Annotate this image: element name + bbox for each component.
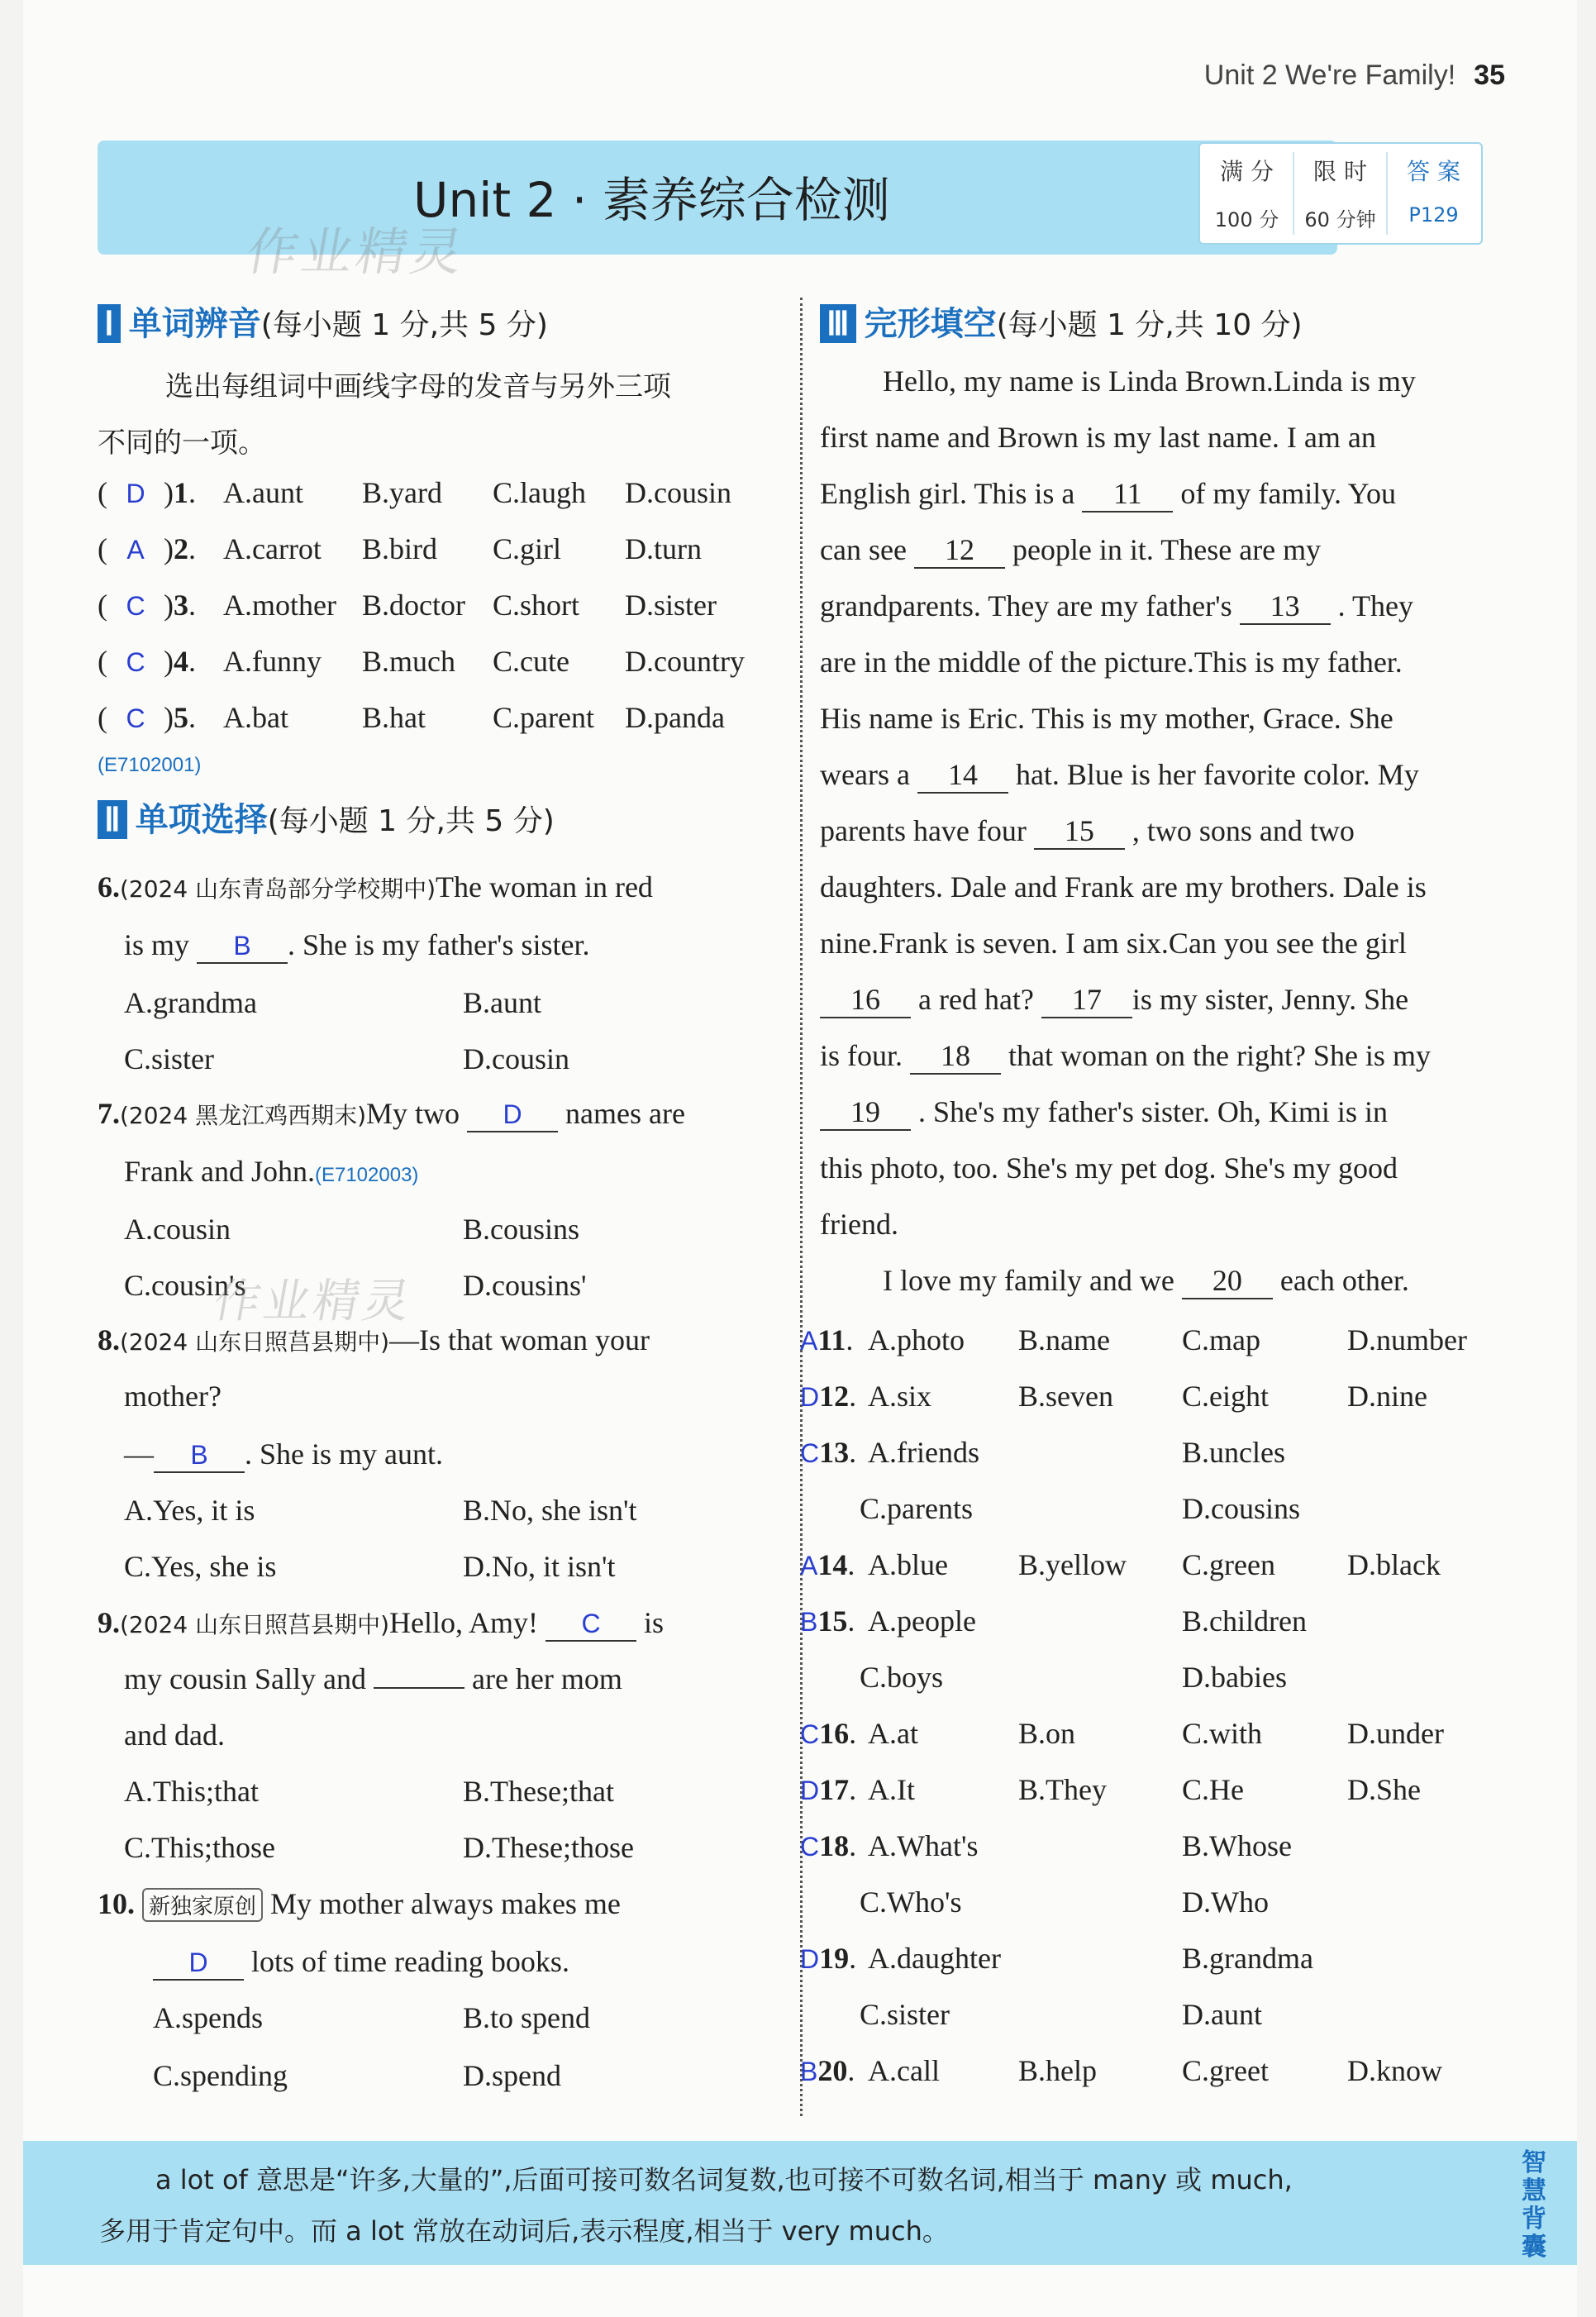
passage-line	[820, 701, 1394, 736]
passage-line	[883, 364, 1416, 398]
question-text: My mother always makes me	[270, 1887, 621, 1920]
cloze-blank[interactable]: 12	[914, 532, 1005, 569]
cloze-blank[interactable]: 16	[820, 982, 911, 1018]
question-text: —Is that woman your	[389, 1323, 650, 1356]
page-title: Unit 2 · 素养综合检测	[413, 172, 890, 228]
passage-text: friend.	[820, 1208, 898, 1241]
option-a: A.grandma	[124, 986, 257, 1019]
option-a: A.What's	[868, 1829, 979, 1862]
option-b: B.aunt	[463, 986, 541, 1019]
option-d: D.cousins	[1182, 1492, 1300, 1525]
answer-mark: C	[581, 1609, 601, 1638]
question-8	[98, 1323, 650, 1357]
question-number: 12	[819, 1380, 850, 1413]
option-c: C.with	[1182, 1717, 1263, 1750]
passage-line	[820, 1038, 1431, 1075]
answer-mark: D	[800, 1944, 820, 1974]
question-text: and dad.	[124, 1719, 225, 1752]
answer-mark: D	[800, 1776, 820, 1805]
question-number: 13	[819, 1436, 850, 1469]
option-b: B.grandma	[1182, 1942, 1313, 1975]
cloze-blank[interactable]: 17	[1041, 982, 1132, 1018]
answer-mark: C	[126, 703, 145, 733]
question-number: 1	[174, 476, 188, 509]
answer-mark: A	[126, 535, 145, 565]
option-a: A.people	[868, 1604, 976, 1638]
passage-text: a red hat?	[918, 983, 1034, 1016]
passage-text: each other.	[1279, 1264, 1409, 1297]
passage-line	[820, 476, 1396, 513]
word-item: ( C )3.	[98, 589, 196, 622]
tip-line-2: 多用于肯定句中。而 a lot 常放在动词后,表示程度,相当于 very much。	[99, 2215, 949, 2247]
passage-text: is four.	[820, 1039, 903, 1072]
option-d: D.know	[1347, 2054, 1442, 2087]
answer-mark: B	[800, 2057, 818, 2086]
page-number: 35	[1474, 60, 1505, 91]
option-c: C.Who's	[860, 1886, 962, 1919]
answer-mark: C	[126, 591, 145, 621]
passage-line	[820, 982, 1408, 1018]
question-6	[98, 870, 653, 904]
section-title: 完形填空	[864, 305, 997, 343]
answer-mark: C	[800, 1719, 820, 1749]
passage-line	[820, 870, 1427, 904]
option-c: C.green	[1182, 1548, 1275, 1581]
question-9	[98, 1605, 664, 1642]
question-text: names are	[565, 1097, 685, 1130]
question-number: 20	[817, 2054, 848, 2087]
option-c: C.boys	[860, 1661, 944, 1694]
instruction: 不同的一项。	[98, 427, 266, 460]
option-c: C.greet	[1182, 2054, 1269, 2087]
question-text: —	[124, 1437, 154, 1471]
info-value-answer: P129	[1408, 203, 1459, 226]
option-a: A.funny	[223, 645, 322, 678]
cloze-blank[interactable]: 18	[910, 1038, 1001, 1075]
watermark: 作业精灵	[241, 222, 471, 282]
passage-line	[820, 1207, 898, 1242]
cloze-blank[interactable]: 20	[1182, 1263, 1273, 1299]
question-number: 7.	[98, 1097, 120, 1130]
answer-mark: A	[800, 1551, 818, 1580]
option-c: C.cute	[493, 645, 569, 678]
option-d: D.sister	[625, 589, 717, 622]
passage-text: are in the middle of the picture.This is my father.	[820, 646, 1403, 679]
question-text: My two	[366, 1097, 460, 1130]
question-number: 14	[817, 1548, 848, 1581]
passage-text: daughters. Dale and Frank are my brothers. Dale is	[820, 870, 1427, 903]
section-number: Ⅱ	[98, 800, 127, 839]
passage-text: hat. Blue is her favorite color. My	[1015, 758, 1419, 791]
info-value-score: 100 分	[1214, 208, 1279, 231]
option-b: B.These;that	[463, 1775, 614, 1808]
cloze-blank[interactable]: 19	[820, 1094, 911, 1131]
passage-line	[820, 645, 1403, 679]
section-points: (每小题 1 分,共 5 分)	[267, 804, 555, 838]
section-number: Ⅰ	[98, 304, 121, 343]
answer-mark: C	[800, 1438, 820, 1468]
question-number: 16	[819, 1717, 850, 1750]
option-c: C.parents	[860, 1492, 973, 1525]
passage-text: can see	[820, 533, 907, 566]
cloze-item: C13.	[800, 1436, 857, 1469]
watermark: 作业精灵	[209, 1275, 417, 1328]
option-b: B.doctor	[362, 589, 465, 622]
answer-mark: D	[188, 1948, 208, 1977]
option-b: B.much	[362, 645, 455, 678]
option-a: A.at	[868, 1717, 918, 1750]
option-a: A.It	[868, 1773, 915, 1806]
option-a: A.aunt	[223, 476, 303, 509]
question-7-line2	[124, 1154, 418, 1189]
answer-blank[interactable]	[197, 927, 288, 964]
section-2-heading	[98, 794, 555, 841]
cloze-item: B15.	[800, 1604, 855, 1638]
option-c: C.girl	[493, 532, 562, 565]
option-d: D.panda	[625, 701, 725, 734]
option-b: B.No, she isn't	[463, 1494, 637, 1527]
passage-text: Hello, my name is Linda Brown.Linda is my	[883, 365, 1416, 398]
tip-box	[23, 2141, 1577, 2265]
answer-mark: A	[800, 1326, 818, 1356]
passage-line	[820, 813, 1355, 850]
cloze-item: A11.	[800, 1323, 854, 1356]
option-b: B.cousins	[463, 1213, 580, 1246]
info-label-answer: 答 案	[1407, 158, 1460, 185]
question-code: (E7102001)	[98, 754, 202, 776]
option-d: D.under	[1347, 1717, 1444, 1750]
option-d: D.black	[1347, 1548, 1441, 1581]
question-7	[98, 1096, 685, 1132]
option-a: A.spends	[153, 2001, 263, 2034]
page-header	[1204, 60, 1505, 92]
answer-mark: B	[233, 931, 251, 961]
option-b: B.yellow	[1018, 1548, 1127, 1581]
option-a: A.Yes, it is	[124, 1494, 255, 1527]
passage-text: I love my family and we	[883, 1264, 1174, 1297]
section-1-heading	[98, 298, 548, 345]
question-source: (2024 山东日照莒县期中)	[120, 1328, 390, 1356]
passage-text: . They	[1337, 589, 1413, 622]
cloze-blank[interactable]: 13	[1240, 589, 1331, 625]
option-d: D.Who	[1182, 1886, 1269, 1919]
option-a: A.bat	[223, 701, 288, 734]
cloze-item: C16.	[800, 1717, 857, 1750]
option-c: C.eight	[1182, 1380, 1269, 1413]
answer-mark: B	[190, 1440, 208, 1470]
word-item: ( D )1.	[98, 476, 196, 509]
passage-line	[820, 420, 1376, 455]
option-b: B.uncles	[1182, 1436, 1285, 1469]
answer-blank[interactable]	[467, 1096, 558, 1132]
cloze-item: B20.	[800, 2054, 855, 2087]
side-tag: 智慧背囊	[1522, 2148, 1546, 2262]
question-text: . She is my aunt.	[245, 1437, 443, 1471]
option-a: A.photo	[868, 1323, 965, 1356]
cloze-item: D17.	[800, 1773, 857, 1806]
info-divider	[1293, 152, 1294, 235]
question-text: lots of time reading books.	[251, 1945, 569, 1978]
option-b: B.children	[1182, 1604, 1307, 1638]
section-title: 单项选择	[135, 801, 268, 839]
option-c: C.spending	[153, 2059, 288, 2092]
option-a: A.cousin	[124, 1213, 231, 1246]
passage-text: nine.Frank is seven. I am six.Can you see the girl	[820, 927, 1407, 960]
answer-blank[interactable]	[154, 1437, 245, 1473]
passage-text: wears a	[820, 758, 910, 791]
unit-label: Unit 2 We're Family!	[1203, 60, 1456, 91]
cloze-blank[interactable]: 14	[917, 757, 1008, 794]
option-c: C.laugh	[493, 476, 586, 509]
passage-line	[820, 532, 1321, 569]
cloze-item: D12.	[800, 1380, 857, 1413]
answer-mark: D	[126, 479, 145, 508]
option-a: A.carrot	[223, 532, 322, 565]
option-d: D.babies	[1182, 1661, 1287, 1694]
passage-line	[820, 1151, 1398, 1185]
passage-text: , two sons and two	[1131, 814, 1355, 847]
question-text: Frank and John.	[124, 1155, 315, 1188]
option-d: D.aunt	[1182, 1998, 1262, 2031]
passage-line	[820, 1094, 1388, 1131]
passage-line	[883, 1263, 1409, 1299]
section-title: 单词辨音	[128, 305, 261, 343]
option-d: D.nine	[1347, 1380, 1427, 1413]
option-c: C.cousin's	[124, 1269, 246, 1302]
option-c: C.He	[1182, 1773, 1244, 1806]
answer-blank[interactable]	[374, 1687, 465, 1689]
question-number: 3	[174, 589, 188, 622]
option-b: B.They	[1018, 1773, 1107, 1806]
question-source: (2024 黑龙江鸡西期末)	[120, 1102, 367, 1129]
question-text: The woman in red	[436, 870, 653, 903]
question-code: (E7102003)	[314, 1164, 419, 1186]
section-points: (每小题 1 分,共 5 分)	[260, 308, 548, 342]
word-item: ( C )4.	[98, 645, 196, 678]
option-c: C.map	[1182, 1323, 1260, 1356]
option-c: C.sister	[860, 1998, 950, 2031]
option-d: D.country	[625, 645, 745, 678]
instruction: 选出每组词中画线字母的发音与另外三项	[165, 370, 671, 403]
option-b: B.hat	[362, 701, 426, 734]
option-a: A.daughter	[868, 1942, 1001, 1975]
option-c: C.Yes, she is	[124, 1550, 277, 1583]
option-c: C.parent	[493, 701, 594, 734]
option-a: A.blue	[868, 1548, 948, 1581]
passage-text: English girl. This is a	[820, 477, 1075, 510]
answer-blank[interactable]	[153, 1944, 244, 1981]
answer-mark: C	[126, 647, 145, 677]
option-b: B.bird	[362, 532, 438, 565]
option-c: C.sister	[124, 1042, 215, 1075]
option-b: B.on	[1018, 1717, 1076, 1750]
option-c: C.This;those	[124, 1831, 276, 1864]
question-source: (2024 山东青岛部分学校期中)	[120, 875, 436, 903]
passage-line	[820, 757, 1419, 794]
question-number: 18	[819, 1829, 850, 1862]
passage-text: first name and Brown is my last name. I am an	[820, 421, 1376, 454]
answer-blank[interactable]	[545, 1605, 636, 1642]
passage-line	[820, 926, 1407, 961]
option-d: D.She	[1347, 1773, 1421, 1806]
tip-line-1: a lot of 意思是“许多,大量的”,后面可接可数名词复数,也可接不可数名词,相当于 many 或 much,	[155, 2164, 1293, 2195]
passage-text: is my sister, Jenny. She	[1131, 983, 1409, 1016]
cloze-blank[interactable]: 15	[1034, 813, 1125, 850]
option-d: D.spend	[463, 2059, 561, 2092]
option-d: D.turn	[625, 532, 702, 565]
question-10-line2	[153, 1944, 569, 1981]
section-3-heading	[820, 298, 1303, 345]
question-number: 19	[819, 1942, 850, 1975]
question-number: 2	[174, 532, 188, 565]
info-label-score: 满 分	[1220, 158, 1274, 185]
section-number: Ⅲ	[820, 304, 856, 343]
word-item: ( C )5.	[98, 701, 196, 734]
answer-mark: D	[503, 1099, 522, 1129]
option-d: D.These;those	[463, 1831, 634, 1864]
option-a: A.friends	[868, 1436, 979, 1469]
option-c: C.short	[493, 589, 580, 622]
option-b: B.Whose	[1182, 1829, 1292, 1862]
answer-mark: B	[800, 1607, 818, 1637]
cloze-item: D19.	[800, 1942, 857, 1975]
answer-mark: C	[800, 1832, 820, 1862]
question-9-line2	[124, 1661, 622, 1696]
question-text: . She is my father's sister.	[288, 928, 590, 961]
option-a: A.call	[868, 2054, 940, 2087]
option-d: D.number	[1347, 1323, 1467, 1356]
option-a: A.This;that	[124, 1775, 259, 1808]
question-6-line2	[124, 927, 589, 964]
question-text: mother?	[124, 1380, 222, 1413]
passage-text: parents have four	[820, 814, 1027, 847]
question-text: is my	[124, 928, 190, 961]
option-b: B.yard	[362, 476, 442, 509]
option-b: B.help	[1018, 2054, 1097, 2087]
option-d: D.cousins'	[463, 1269, 587, 1302]
cloze-blank[interactable]: 11	[1082, 476, 1173, 513]
question-number: 8.	[98, 1323, 120, 1356]
question-number: 11	[817, 1323, 846, 1356]
question-8-line3	[124, 1437, 443, 1473]
question-number: 15	[817, 1604, 848, 1638]
option-d: D.cousin	[463, 1042, 569, 1075]
option-b: B.seven	[1018, 1380, 1113, 1413]
option-a: A.six	[868, 1380, 932, 1413]
option-b: B.name	[1018, 1323, 1110, 1356]
option-d: D.cousin	[625, 476, 731, 509]
passage-text: people in it. These are my	[1012, 533, 1322, 566]
info-label-time: 限 时	[1313, 158, 1367, 185]
question-number: 5	[174, 701, 188, 734]
passage-text: this photo, too. She's my pet dog. She's my good	[820, 1151, 1398, 1185]
answer-mark: D	[800, 1382, 820, 1412]
question-number: 6.	[98, 870, 120, 903]
passage-text: grandparents. They are my father's	[820, 589, 1232, 622]
option-a: A.mother	[223, 589, 336, 622]
info-divider	[1386, 152, 1388, 235]
section-points: (每小题 1 分,共 10 分)	[996, 308, 1303, 342]
cloze-item: A14.	[800, 1548, 855, 1581]
question-number: 10.	[98, 1887, 135, 1920]
passage-text: . She's my father's sister. Oh, Kimi is in	[918, 1095, 1388, 1128]
option-b: B.to spend	[463, 2001, 591, 2034]
option-d: D.No, it isn't	[463, 1550, 616, 1583]
question-text: is	[644, 1606, 665, 1639]
passage-text: His name is Eric. This is my mother, Grace. She	[820, 702, 1394, 735]
original-tag: 新独家原创	[142, 1888, 263, 1922]
info-box	[1198, 142, 1483, 245]
question-text: Hello, Amy!	[389, 1606, 538, 1639]
passage-text: that woman on the right? She is my	[1008, 1039, 1431, 1072]
question-source: (2024 山东日照莒县期中)	[120, 1611, 390, 1638]
question-number: 4	[174, 645, 188, 678]
question-number: 17	[819, 1773, 850, 1806]
cloze-item: C18.	[800, 1829, 857, 1862]
passage-text: of my family. You	[1180, 477, 1397, 510]
passage-line	[820, 589, 1413, 625]
question-10	[98, 1886, 621, 1922]
question-text: my cousin Sally and	[124, 1662, 366, 1695]
question-number: 9.	[98, 1606, 120, 1639]
question-text: are her mom	[471, 1662, 622, 1695]
info-value-time: 60 分钟	[1304, 208, 1376, 231]
word-item: ( A )2.	[98, 532, 196, 565]
